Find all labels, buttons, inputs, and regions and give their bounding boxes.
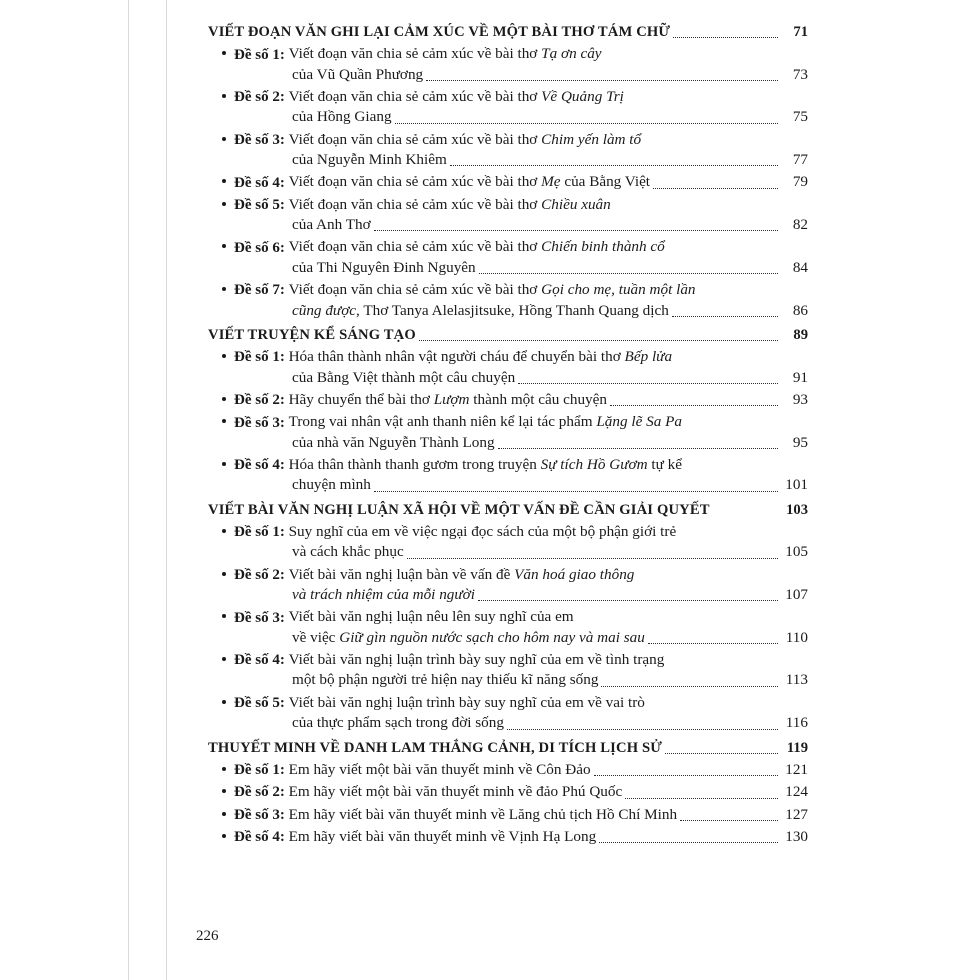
toc-entry-text: Viết bài văn nghị luận trình bày suy nghĩ của em về tình trạng [288,651,665,669]
toc-entry-text: về việc Giữ gìn nguồn nước sạch cho hôm nay và mai sau [292,628,645,646]
toc-entry-text: của Vũ Quần Phương [292,65,424,83]
folio-number: 226 [196,928,219,944]
toc-entry-number: Đề số 2: [234,89,289,106]
leader-dots [426,80,778,81]
toc-entry-line [222,301,808,321]
toc-entry-number: Đề số 3: [234,806,289,823]
toc-entry-number: Đề số 3: [234,131,289,148]
toc-entry-number: Đề số 1: [234,349,289,366]
toc-section-page: 71 [793,24,808,40]
toc-entry-line [222,670,808,690]
toc-entry-page: 121 [785,760,808,778]
toc-entry-title-italic: Giữ gìn nguồn nước sạch cho hôm nay và mai sau [339,628,645,646]
toc-entry-line [222,650,808,670]
toc-entry-text: Hóa thân thành thanh gươm trong truyện Sự tích Hồ Gươm tự kể [288,455,682,473]
toc-entry-line [222,455,808,475]
leader-dots [478,600,778,601]
toc-entry-line [222,280,808,300]
toc-entry-title-italic: Về Quảng Trị [541,87,624,105]
toc-entry-line [222,542,808,562]
toc-entry-line [222,628,808,648]
toc-entry-page: 130 [785,827,808,845]
leader-dots [507,729,778,730]
leader-dots [518,383,778,384]
toc-entry-title-italic: Lượm [433,390,470,408]
toc-entry[interactable] [208,390,808,410]
toc-entry-line [222,782,808,802]
toc-entry-text: của Bằng Việt thành một câu chuyện [292,368,516,386]
toc-entry-line [222,130,808,150]
toc-entry-page: 73 [792,65,808,83]
toc-section-page: 89 [793,326,808,343]
toc-entry[interactable] [208,195,808,236]
toc-entry-number: Đề số 4: [234,457,289,474]
toc-entry-page: 107 [785,586,808,604]
toc-entry-page: 86 [792,301,808,319]
toc-section-heading[interactable] [208,739,808,758]
toc-entry-text: Hóa thân thành nhân vật người cháu để chuyển bài thơ Bếp lửa [288,348,673,366]
toc-entry-text: chuyện mình [292,476,371,494]
leader-dots [594,775,778,776]
leader-dots [450,165,778,166]
toc-entry-page: 101 [785,476,808,494]
toc-entry-number: Đề số 4: [234,829,289,846]
toc-entry-line [222,565,808,585]
toc-entry-text: Viết bài văn nghị luận trình bày suy nghĩ của em về vai trò [288,693,645,711]
toc-entry-text: của thực phẩm sạch trong đời sống [292,714,504,732]
toc-entry-text: Em hãy viết bài văn thuyết minh về Lăng chủ tịch Hồ Chí Minh [288,805,678,823]
toc-entry-text: Viết bài văn nghị luận nêu lên suy nghĩ của em [288,608,574,626]
toc-entry-line [222,368,808,388]
toc-entry-page: 124 [785,783,808,801]
toc-entry-title-italic: Văn hoá giao thông [514,565,635,583]
leader-dots [374,491,778,492]
toc-entry-text: một bộ phận người trẻ hiện nay thiếu kĩ năng sống [292,671,599,689]
toc-entry[interactable] [208,455,808,496]
toc-entry-text: của Thi Nguyên Đinh Nguyên [292,258,476,276]
toc-entry-text: của Hồng Giang [292,108,392,126]
toc-entry-number: Đề số 4: [234,174,289,191]
toc-entry-text: của Nguyễn Minh Khiêm [292,151,447,169]
toc-entry-page: 93 [792,390,808,408]
toc-section-page: 119 [786,739,808,756]
toc-entry-number: Đề số 1: [234,762,289,779]
toc-entry-number: Đề số 2: [234,392,289,409]
leader-dots [498,448,778,449]
leader-dots [395,123,778,124]
toc-entry-title-italic: và trách nhiệm của mỗi người [292,586,475,604]
toc-entry-page: 113 [785,671,808,689]
leader-dots [610,405,778,406]
toc-entry-line [222,693,808,713]
toc-entry-title-italic: Sự tích Hồ Gươm [540,455,648,473]
toc-entry-page: 95 [792,433,808,451]
leader-dots [672,316,778,317]
toc-entry-page: 84 [792,258,808,276]
toc-entry[interactable] [208,280,808,321]
toc-entry-text: Viết đoạn văn chia sẻ cảm xúc về bài thơ Tạ ơn cây [288,45,602,63]
leader-dots [374,230,778,231]
toc-entry[interactable] [208,347,808,388]
toc-entry-line [222,237,808,257]
toc-entry-line [222,475,808,495]
toc-entry-line [222,107,808,127]
leader-dots [599,842,778,843]
toc-entry-text: Viết đoạn văn chia sẻ cảm xúc về bài thơ Về Quảng Trị [288,87,624,105]
leader-dots [648,643,778,644]
toc-entry-page: 105 [785,543,808,561]
toc-entry[interactable] [208,805,808,825]
toc-section-heading[interactable] [208,23,808,42]
toc-entry-number: Đề số 7: [234,282,289,299]
toc-entry-title-italic: Bếp lửa [624,348,673,366]
toc-entry-line [222,760,808,780]
toc-entry-text: và cách khắc phục [292,543,404,561]
toc-entry-line [222,215,808,235]
toc-entry-page: 127 [785,805,808,823]
toc-entry-text: của nhà văn Nguyễn Thành Long [292,433,495,451]
toc-entry-title-italic: cũng được [292,301,357,319]
toc-entry-line [222,65,808,85]
toc-entry[interactable] [208,693,808,734]
toc-entry-text [292,585,475,605]
toc-entry-text: của Anh Thơ [292,216,371,234]
toc-entry-text: Hãy chuyển thể bài thơ Lượm thành một câu chuyện [288,390,607,408]
leader-dots [479,273,778,274]
toc-entry-line [222,827,808,847]
toc-entry-line [222,195,808,215]
toc-entry-text: cũng được, Thơ Tanya Alelasjitsuke, Hồng Thanh Quang dịch [292,301,669,319]
toc-entry-text: Em hãy viết bài văn thuyết minh về Vịnh Hạ Long [288,827,597,845]
toc-section-label: THUYẾT MINH VỀ DANH LAM THẮNG CẢNH, DI TÍCH LỊCH SỬ [208,739,663,756]
toc-entry-line [222,258,808,278]
leader-dots [625,798,778,799]
toc-entry-page: 110 [785,628,808,646]
toc-section-label: VIẾT ĐOẠN VĂN GHI LẠI CẢM XÚC VỀ MỘT BÀI THƠ TÁM CHỮ [208,24,671,40]
toc-entry-text: Viết đoạn văn chia sẻ cảm xúc về bài thơ Chiến binh thành cổ [288,238,665,256]
toc-section-heading[interactable] [208,501,808,520]
toc-entry-title-italic: Chiến binh thành cổ [541,238,665,256]
toc-entry-page: 75 [792,108,808,126]
toc-entry-text: Viết đoạn văn chia sẻ cảm xúc về bài thơ Gọi cho mẹ, tuần một lần [288,281,696,299]
toc-entry-text: Em hãy viết một bài văn thuyết minh về Côn Đảo [288,760,591,778]
toc-entry-page: 82 [792,216,808,234]
toc-entry[interactable] [208,44,808,85]
gutter-rule-right [166,0,167,980]
toc-entry-number: Đề số 2: [234,784,289,801]
toc-entry-number: Đề số 3: [234,609,289,626]
toc-entry[interactable] [208,87,808,128]
toc-entry-text: Trong vai nhân vật anh thanh niên kể lại tác phẩm Lặng lẽ Sa Pa [288,413,682,431]
toc-entry[interactable] [208,565,808,606]
toc-entry-number: Đề số 1: [234,524,289,541]
toc-entry-line [222,522,808,542]
toc-entry-page: 79 [792,173,808,191]
toc-entry[interactable] [208,650,808,691]
toc-entry-title-italic: Tạ ơn cây [541,45,602,63]
toc-entry-title-italic: Gọi cho mẹ, tuần một lần [541,281,696,299]
toc-entry-title-italic: Chiều xuân [541,195,611,213]
toc-entry[interactable] [208,760,808,780]
toc-entry-number: Đề số 6: [234,239,289,256]
toc-entry-page: 77 [792,151,808,169]
toc-entry[interactable] [208,607,808,648]
toc-entry-text: Viết đoạn văn chia sẻ cảm xúc về bài thơ Chiều xuân [288,195,611,213]
toc-entry-line [222,713,808,733]
toc-entry-number: Đề số 5: [234,695,289,712]
gutter-rule-left [128,0,129,980]
leader-dots [665,753,778,754]
leader-dots [407,558,778,559]
toc-entry-line [222,172,808,192]
leader-dots [680,820,778,821]
toc-entry-number: Đề số 5: [234,197,289,214]
toc-entry-line [222,412,808,432]
toc-entry-line [222,390,808,410]
toc-entry-line [222,805,808,825]
toc-section-label: VIẾT TRUYỆN KỂ SÁNG TẠO [208,326,416,343]
toc-entry[interactable] [208,827,808,847]
leader-dots [673,37,778,38]
toc-entry-title-italic: Chim yến làm tổ [541,130,642,148]
toc-section-label: VIẾT BÀI VĂN NGHỊ LUẬN XÃ HỘI VỀ MỘT VẤN ĐỀ CẦN GIẢI QUYẾT [208,501,710,518]
toc-entry[interactable] [208,172,808,192]
toc-entry-number: Đề số 1: [234,46,289,63]
toc-entry[interactable] [208,237,808,278]
toc-entry[interactable] [208,130,808,171]
toc-entry[interactable] [208,412,808,453]
toc-entry-line [222,44,808,64]
toc-entry-line [222,433,808,453]
toc-entry-number: Đề số 3: [234,414,289,431]
toc-entry-line [222,607,808,627]
leader-dots [419,340,778,341]
toc-entry[interactable] [208,782,808,802]
toc-entry-line [222,347,808,367]
toc-section-heading[interactable] [208,326,808,345]
toc-entry-text: Suy nghĩ của em về việc ngại đọc sách của một bộ phận giới trẻ [288,522,677,540]
toc-entry-text: Em hãy viết một bài văn thuyết minh về đảo Phú Quốc [288,783,623,801]
toc-entry-line [222,150,808,170]
toc-entry-number: Đề số 2: [234,566,289,583]
leader-dots [653,188,778,189]
toc-entry-title-italic: Mẹ [541,173,561,191]
toc-section-page: 103 [786,501,808,518]
toc-entry-number: Đề số 4: [234,652,289,669]
toc-entry-title-italic: Lặng lẽ Sa Pa [596,413,682,431]
toc-entry-line [222,87,808,107]
table-of-contents [208,18,808,847]
toc-entry[interactable] [208,522,808,563]
toc-entry-text: Viết bài văn nghị luận bàn về vấn đề Văn hoá giao thông [288,565,635,583]
toc-entry-text: Viết đoạn văn chia sẻ cảm xúc về bài thơ Chim yến làm tổ [288,130,642,148]
toc-entry-line [222,585,808,605]
leader-dots [601,686,778,687]
toc-entry-page: 116 [785,714,808,732]
toc-entry-page: 91 [792,368,808,386]
toc-entry-text: Viết đoạn văn chia sẻ cảm xúc về bài thơ Mẹ của Bằng Việt [288,173,651,191]
